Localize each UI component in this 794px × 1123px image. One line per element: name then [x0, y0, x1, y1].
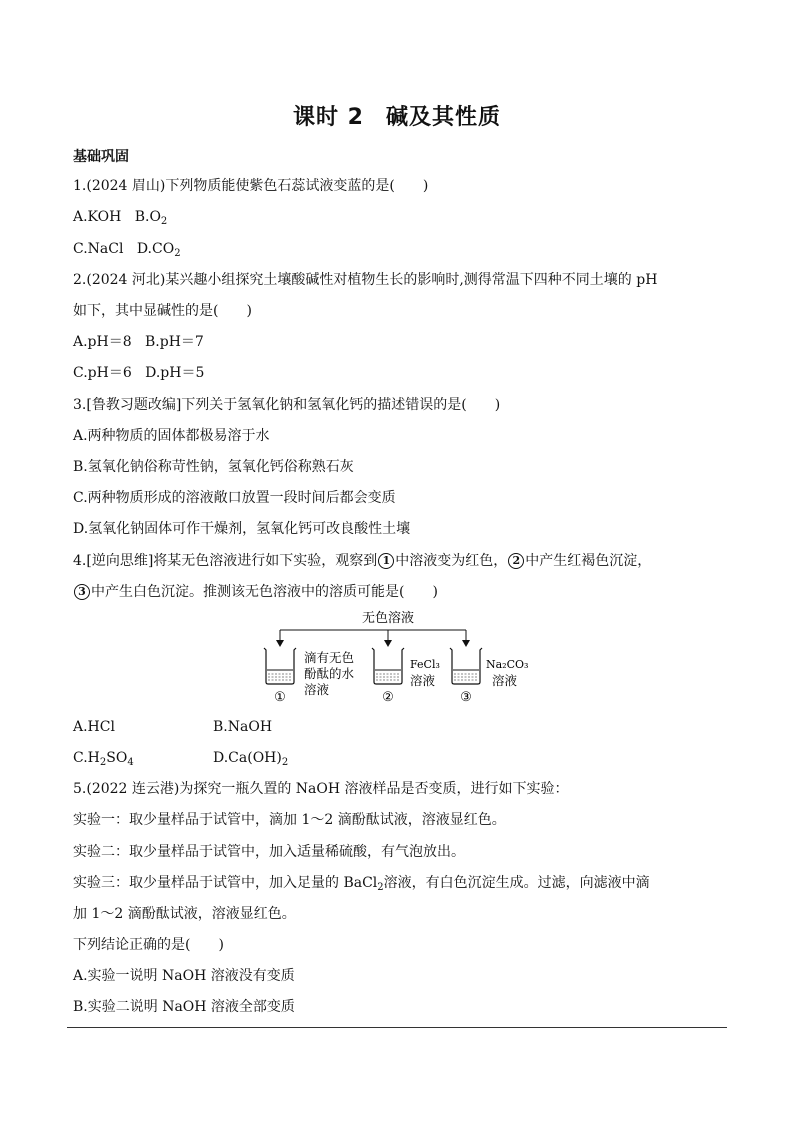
q4-options-ab [73, 718, 272, 736]
q1-option-a: A.KOH [73, 209, 122, 225]
q1-stem: 1.(2024 眉山)下列物质能使紫色石蕊试液变蓝的是( ) [73, 178, 429, 194]
reagent-1-line3: 溶液 [304, 682, 330, 697]
q5-experiment-3-line2: 加 1～2 滴酚酞试液，溶液显红色。 [73, 906, 296, 922]
lesson-topic: 碱及其性质 [385, 105, 501, 130]
q3-stem: 3.[鲁教习题改编]下列关于氢氧化钠和氢氧化钙的描述错误的是( ) [73, 397, 501, 413]
q1-option-d: $D.CO_2$ [136, 241, 181, 259]
reagent-3-line2: 溶液 [492, 673, 518, 688]
q1-option-c: C.NaCl [73, 241, 124, 257]
q3-option-a: A.两种物质的固体都极易溶于水 [73, 428, 270, 444]
reagent-2-line1: FeCl₃ [410, 658, 440, 671]
section-heading: 基础巩固 [73, 149, 129, 165]
beaker-3-number: ③ [460, 690, 472, 705]
q2-option-b: B.pH＝7 [145, 334, 204, 350]
q4-option-a: A.HCl [73, 719, 115, 735]
q5-option-b: B.实验二说明 NaOH 溶液全部变质 [73, 999, 295, 1015]
q2-stem-line1: 2.(2024 河北)某兴趣小组探究土壤酸碱性对植物生长的影响时,测得常温下四种不同土壤的 pH [73, 272, 658, 288]
q4-stem-line1: 4.[逆向思维]将某无色溶液进行如下实验，观察到 1 中溶液变为红色， 2 中产生红褐色沉淀， [73, 553, 652, 569]
reagent-1-line2: 酚酞的水 [304, 666, 355, 681]
q5-stem: 5.(2022 连云港)为探究一瓶久置的 NaOH 溶液样品是否变质，进行如下实验： [73, 781, 569, 797]
q5-experiment-1: 实验一：取少量样品于试管中，滴加 1～2 滴酚酞试液，溶液显红色。 [73, 812, 506, 828]
q1-options-cd [73, 240, 181, 258]
q4-option-c: $C.H_2SO_4$ [73, 750, 134, 768]
page-title [0, 100, 794, 131]
q3-option-c: C.两种物质形成的溶液敞口放置一段时间后都会变质 [73, 490, 396, 506]
circled-number-1: 1 [378, 553, 394, 569]
beaker-2 [372, 648, 404, 684]
q4-option-b: B.NaOH [213, 719, 273, 735]
q2-option-a: A.pH＝8 [73, 334, 132, 350]
experiment-diagram [258, 606, 538, 706]
beaker-1-number: ① [274, 690, 286, 705]
reagent-1-line1: 滴有无色 [304, 650, 355, 665]
circled-number-3: 3 [74, 584, 90, 600]
q4-stem-line2: 3 中产生白色沉淀。推测该无色溶液中的溶质可能是( ) [73, 583, 438, 601]
bottom-divider [67, 1027, 727, 1028]
q3-option-d: D.氢氧化钠固体可作干燥剂，氢氧化钙可改良酸性土壤 [73, 521, 411, 537]
q1-option-b: $B.O_2$ [134, 209, 168, 227]
q1-options-ab [73, 208, 167, 226]
q2-options-cd [73, 364, 204, 382]
beaker-3 [450, 648, 482, 684]
beaker-2-number: ② [382, 690, 394, 705]
q5-experiment-3-line1: 实验三：取少量样品于试管中，加入足量的 BaCl$_2$溶液，有白色沉淀生成。过滤，向滤液中滴 [73, 875, 650, 893]
q5-option-a: A.实验一说明 NaOH 溶液没有变质 [73, 968, 295, 984]
q5-question: 下列结论正确的是( ) [73, 937, 224, 953]
q4-option-d: $D.Ca(OH)_2$ [213, 750, 289, 768]
lesson-number: 课时 2 [293, 105, 364, 130]
reagent-3-line1: Na₂CO₃ [486, 658, 529, 671]
q3-option-b: B.氢氧化钠俗称苛性钠，氢氧化钙俗称熟石灰 [73, 459, 354, 475]
q2-option-d: D.pH＝5 [145, 365, 205, 381]
q2-options-ab [73, 333, 204, 351]
diagram-top-label: 无色溶液 [361, 611, 415, 626]
q4-options-cd [73, 749, 288, 767]
circled-number-2: 2 [508, 553, 524, 569]
beaker-1 [264, 648, 296, 684]
reagent-2-line2: 溶液 [410, 673, 436, 688]
q2-option-c: C.pH＝6 [73, 365, 132, 381]
q5-experiment-2: 实验二：取少量样品于试管中，加入适量稀硫酸，有气泡放出。 [73, 844, 465, 860]
q2-stem-line2: 如下，其中显碱性的是( ) [73, 303, 252, 319]
